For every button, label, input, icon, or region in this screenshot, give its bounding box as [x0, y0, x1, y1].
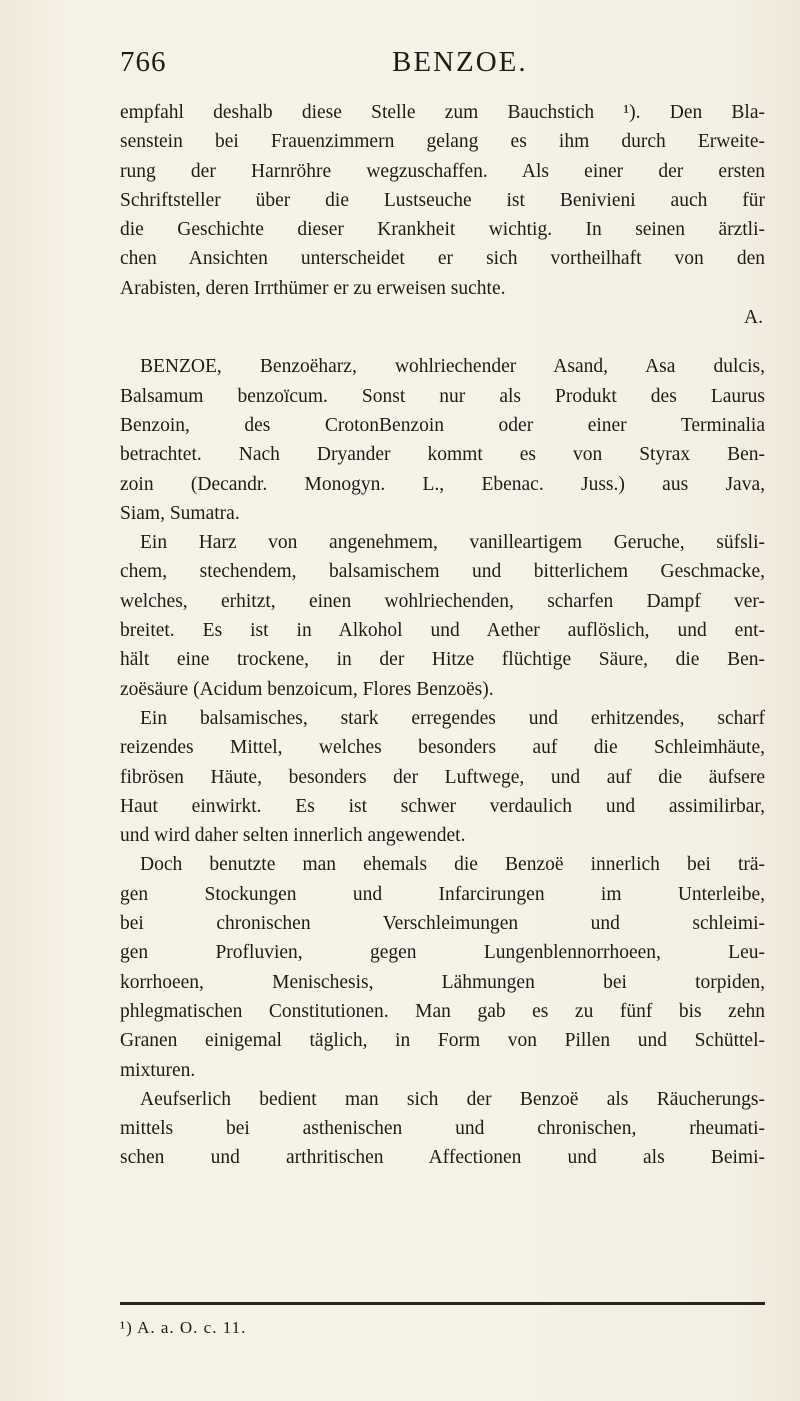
- text-line: zoin (Decandr. Monogyn. L., Ebenac. Juss.) aus Java,: [120, 473, 765, 495]
- text-line: chem, stechendem, balsamischem und bitterlichem Geschmacke,: [120, 561, 765, 583]
- text-line: rung der Harnröhre wegzuschaffen. Als einer der ersten: [120, 160, 765, 182]
- text-line: Ein balsamisches, stark erregendes und erhitzendes, scharf: [140, 707, 765, 729]
- text-line: Siam, Sumatra.: [120, 502, 240, 524]
- text-line: Doch benutzte man ehemals die Benzoë innerlich bei trä-: [140, 854, 765, 876]
- text-line: chen Ansichten unterscheidet er sich vortheilhaft von den: [120, 248, 765, 270]
- text-line: Haut einwirkt. Es ist schwer verdaulich und assimilirbar,: [120, 795, 765, 817]
- text-line: bei chronischen Verschleimungen und schleimi-: [120, 913, 765, 935]
- text-line: korrhoeen, Menischesis, Lähmungen bei torpiden,: [120, 971, 765, 993]
- running-title: BENZOE.: [392, 46, 528, 78]
- page-header: [120, 46, 770, 86]
- footnote-divider: [120, 1302, 765, 1305]
- text-line: senstein bei Frauenzimmern gelang es ihm durch Erweite-: [120, 131, 765, 153]
- text-line: Ein Harz von angenehmem, vanilleartigem Geruche, süfsli-: [140, 532, 765, 554]
- text-line: breitet. Es ist in Alkohol und Aether auflöslich, und ent-: [120, 620, 765, 642]
- text-line: phlegmatischen Constitutionen. Man gab es zu fünf bis zehn: [120, 1000, 765, 1022]
- author-initial: A.: [744, 307, 763, 329]
- text-line: hält eine trockene, in der Hitze flüchtige Säure, die Ben-: [120, 649, 765, 671]
- text-line: gen Profluvien, gegen Lungenblennorrhoeen, Leu-: [120, 942, 765, 964]
- section-gap: [120, 332, 765, 352]
- text-line: Arabisten, deren Irrthümer er zu erweisen suchte.: [120, 277, 506, 299]
- text-line: mixturen.: [120, 1059, 196, 1081]
- text-line: Schriftsteller über die Lustseuche ist Benivieni auch für: [120, 189, 765, 211]
- text-line: schen und arthritischen Affectionen und als Beimi-: [120, 1147, 765, 1169]
- text-line: zoësäure (Acidum benzoicum, Flores Benzoës).: [120, 678, 494, 700]
- main-text: [120, 98, 765, 1173]
- text-line: betrachtet. Nach Dryander kommt es von Styrax Ben-: [120, 444, 765, 466]
- text-line: gen Stockungen und Infarcirungen im Unterleibe,: [120, 883, 765, 905]
- footnote: ¹) A. a. O. c. 11.: [120, 1318, 247, 1337]
- text-line: welches, erhitzt, einen wohlriechenden, scharfen Dampf ver-: [120, 590, 765, 612]
- text-line: Granen einigemal täglich, in Form von Pillen und Schüttel-: [120, 1030, 765, 1052]
- text-line: Benzoin, des CrotonBenzoin oder einer Terminalia: [120, 414, 765, 436]
- text-line: empfahl deshalb diese Stelle zum Bauchstich ¹). Den Bla-: [120, 102, 765, 123]
- text-line: Balsamum benzoïcum. Sonst nur als Produkt des Laurus: [120, 385, 765, 407]
- text-line: reizendes Mittel, welches besonders auf die Schleimhäute,: [120, 737, 765, 759]
- text-line: mittels bei asthenischen und chronischen, rheumati-: [120, 1118, 765, 1140]
- text-line: fibrösen Häute, besonders der Luftwege, und auf die äufsere: [120, 766, 765, 788]
- page-number: 766: [120, 46, 167, 78]
- text-line: und wird daher selten innerlich angewendet.: [120, 825, 466, 847]
- text-line: Aeufserlich bedient man sich der Benzoë als Räucherungs-: [140, 1088, 765, 1110]
- article-headword-line: BENZOE, Benzoëharz, wohlriechender Asand, Asa dulcis,: [140, 356, 765, 378]
- text-line: die Geschichte dieser Krankheit wichtig. In seinen ärztli-: [120, 219, 765, 241]
